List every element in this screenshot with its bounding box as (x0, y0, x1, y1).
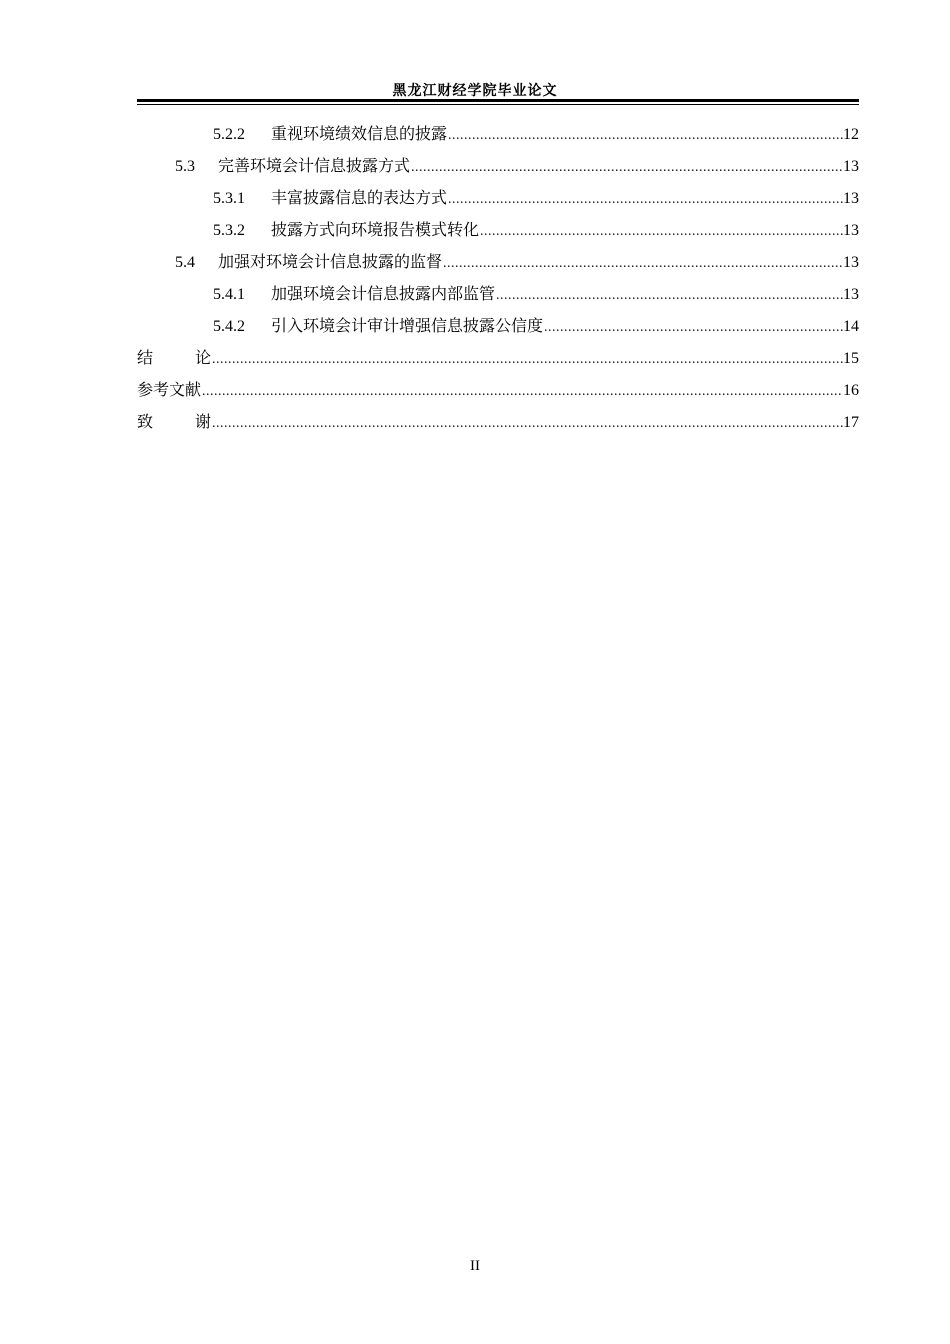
toc-entry-page: 13 (843, 286, 859, 303)
toc-entry-number: 5.4.1 (213, 286, 245, 303)
toc-entry-title (137, 409, 211, 435)
toc-title-char: 结 (137, 348, 154, 367)
table-of-contents (137, 121, 859, 441)
toc-entry-title: 引入环境会计审计增强信息披露公信度 (271, 316, 544, 335)
toc-leader-dots (212, 347, 843, 373)
header-title: 黑龙江财经学院毕业论文 (392, 83, 558, 99)
toc-entry-number: 5.2.2 (213, 126, 245, 143)
toc-entry-title (137, 345, 211, 371)
header-rule-thin (137, 104, 859, 105)
toc-entry-number: 5.4 (175, 254, 195, 271)
toc-leader-dots (480, 219, 843, 245)
header-rule-thick (137, 99, 859, 102)
toc-entry-acknowledgements[interactable] (137, 409, 859, 441)
toc-entry[interactable] (137, 249, 859, 281)
toc-entry-number: 5.4.2 (213, 318, 245, 335)
toc-entry-title: 完善环境会计信息披露方式 (218, 156, 411, 175)
toc-entry[interactable] (137, 121, 859, 153)
toc-entry-page: 17 (843, 414, 859, 431)
toc-entry-page: 12 (843, 126, 859, 143)
toc-title-char: 致 (137, 412, 154, 431)
toc-leader-dots (443, 251, 843, 277)
toc-entry[interactable] (137, 313, 859, 345)
toc-entry-title: 参考文献 (137, 380, 202, 399)
toc-leader-dots (544, 315, 843, 341)
toc-title-char: 论 (195, 348, 212, 367)
toc-leader-dots (202, 379, 843, 405)
toc-entry-page: 14 (843, 318, 859, 335)
toc-entry-number: 5.3.2 (213, 222, 245, 239)
toc-entry-number: 5.3.1 (213, 190, 245, 207)
footer-page-number: II (470, 1258, 480, 1274)
toc-entry[interactable] (137, 217, 859, 249)
toc-entry[interactable] (137, 281, 859, 313)
toc-leader-dots (448, 123, 843, 149)
toc-leader-dots (496, 283, 843, 309)
toc-entry-page: 13 (843, 254, 859, 271)
toc-entry-page: 15 (843, 350, 859, 367)
toc-entry-title: 披露方式向环境报告模式转化 (271, 220, 480, 239)
toc-entry-conclusion[interactable] (137, 345, 859, 377)
toc-entry[interactable] (137, 153, 859, 185)
toc-entry-title: 重视环境绩效信息的披露 (271, 124, 448, 143)
toc-entry[interactable] (137, 185, 859, 217)
toc-title-char: 谢 (195, 412, 212, 431)
toc-leader-dots (448, 187, 843, 213)
toc-entry-number: 5.3 (175, 158, 195, 175)
toc-entry-title: 丰富披露信息的表达方式 (271, 188, 448, 207)
toc-entry-page: 13 (843, 190, 859, 207)
toc-entry-page: 16 (843, 382, 859, 399)
toc-entry-page: 13 (843, 222, 859, 239)
toc-entry-title: 加强对环境会计信息披露的监督 (218, 252, 443, 271)
toc-entry-references[interactable] (137, 377, 859, 409)
toc-entry-title: 加强环境会计信息披露内部监管 (271, 284, 496, 303)
toc-leader-dots (411, 155, 843, 181)
toc-leader-dots (212, 411, 843, 437)
toc-entry-page: 13 (843, 158, 859, 175)
